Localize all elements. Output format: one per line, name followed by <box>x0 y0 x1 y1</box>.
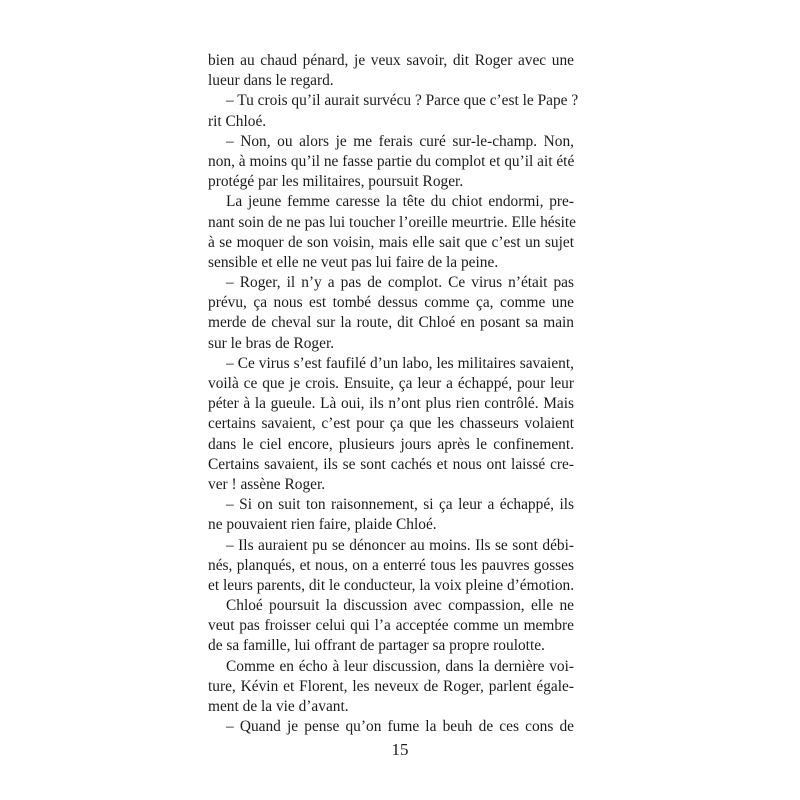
text-line: – Roger, il n’y a pas de complot. Ce virus n’était pas <box>226 274 574 292</box>
text-line: ne pouvaient rien faire, plaide Chloé. <box>208 516 437 534</box>
text-line: voilà ce que je crois. Ensuite, ça leur a échappé, pour leur <box>208 375 574 392</box>
text-line: Comme en écho à leur discussion, dans la dernière voi- <box>226 657 574 675</box>
page-body-text <box>208 51 579 737</box>
text-line: ment de la vie d’avant. <box>208 698 349 715</box>
text-line: non, à moins qu’il ne fasse partie du complot et qu’il ait été <box>208 152 575 170</box>
text-line: – Quand je pense qu’on fume la beuh de ces cons de <box>226 718 574 736</box>
text-line: – Tu crois qu’il aurait survécu ? Parce que c’est le Pape ? <box>226 92 579 110</box>
text-line: – Ce virus s’est faufilé d’un labo, les militaires savaient, <box>226 354 574 372</box>
text-line: ture, Kévin et Florent, les neveux de Roger, parlent égale- <box>208 677 574 695</box>
text-line: de sa famille, lui offrant de partager sa propre roulotte. <box>208 637 545 655</box>
text-line: merde de cheval sur la route, dit Chloé en posant sa main <box>208 314 574 332</box>
text-line: La jeune femme caresse la tête du chiot endormi, pre- <box>226 193 574 211</box>
text-line: protégé par les militaires, poursuit Roger. <box>208 173 464 191</box>
text-line: – Si on suit ton raisonnement, si ça leur a échappé, ils <box>226 496 574 514</box>
text-line: péter à la gueule. Là oui, ils n’ont plus rien contrôlé. Mais <box>208 395 574 413</box>
text-line: prévu, ça nous est tombé dessus comme ça, comme une <box>208 294 574 312</box>
text-line: sensible et elle ne veut pas lui faire de la peine. <box>208 253 499 271</box>
text-line: bien au chaud pénard, je veux savoir, dit Roger avec une <box>208 52 574 69</box>
text-line: à se moquer de son voisin, mais elle sait que c’est un sujet <box>208 233 574 251</box>
text-line: rit Chloé. <box>208 112 267 130</box>
text-line: certains savaient, c’est pour ça que les chasseurs volaient <box>208 415 574 433</box>
text-line: nés, planqués, et nous, on a enterré tous les pauvres gosses <box>208 556 574 574</box>
text-line: Chloé poursuit la discussion avec compassion, elle ne <box>226 597 574 615</box>
text-line: – Non, ou alors je me ferais curé sur-le-champ. Non, <box>226 132 574 150</box>
text-line: nant soin de ne pas lui toucher l’oreille meurtrie. Elle hésite <box>208 213 576 231</box>
text-line: et leurs parents, dit le conducteur, la voix pleine d’émotion. <box>208 576 575 594</box>
page-number: 15 <box>391 740 409 759</box>
text-line: Certains savaient, ils se sont cachés et nous ont laissé cre- <box>208 455 574 473</box>
text-line: sur le bras de Roger. <box>208 334 335 352</box>
text-line: dans le ciel encore, plusieurs jours après le confinement. <box>208 435 574 453</box>
text-line: lueur dans le regard. <box>208 72 334 90</box>
text-line: veut pas froisser celui qui l’a acceptée comme un membre <box>208 617 574 635</box>
text-line: – Ils auraient pu se dénoncer au moins. Ils se sont débi- <box>226 536 574 554</box>
text-line: ver ! assène Roger. <box>208 475 326 493</box>
